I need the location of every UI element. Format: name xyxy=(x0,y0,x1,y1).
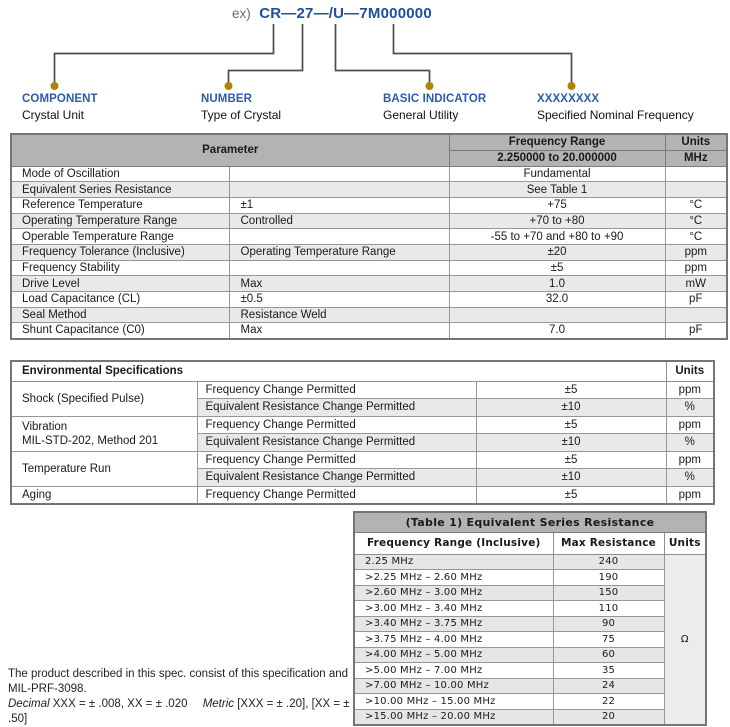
parameter-value: -55 to +70 and +80 to +90 xyxy=(449,229,665,245)
parameter-condition: Controlled xyxy=(229,213,449,229)
parameter-name: Drive Level xyxy=(11,276,229,292)
environmental-unit: % xyxy=(666,434,714,452)
parameter-value: ±20 xyxy=(449,244,665,260)
environmental-value: ±5 xyxy=(476,416,666,434)
parameter-row xyxy=(11,166,727,182)
callout-number xyxy=(201,93,281,122)
esr-row xyxy=(354,678,706,694)
environmental-value: ±10 xyxy=(476,399,666,417)
parameter-row xyxy=(11,197,727,213)
environmental-unit: ppm xyxy=(666,416,714,434)
callout-label: NUMBER xyxy=(201,93,253,105)
part-number-diagram xyxy=(0,0,730,130)
environmental-test: Frequency Change Permitted xyxy=(197,416,476,434)
parameter-value: Fundamental xyxy=(449,166,665,182)
parameter-value: 32.0 xyxy=(449,292,665,308)
environmental-value: ±10 xyxy=(476,434,666,452)
parameter-name: Equivalent Series Resistance xyxy=(11,182,229,198)
esr-max-resistance: 24 xyxy=(553,678,664,694)
esr-row xyxy=(354,663,706,679)
footnote-line-2: MIL-PRF-3098. xyxy=(8,683,87,695)
esr-frequency-range: >7.00 MHz – 10.00 MHz xyxy=(354,678,553,694)
example-prefix: ex) xyxy=(232,6,251,21)
parameter-value xyxy=(449,307,665,323)
parameter-condition: ±1 xyxy=(229,197,449,213)
environmental-unit: ppm xyxy=(666,451,714,469)
esr-max-resistance: 240 xyxy=(553,554,664,570)
parameter-name: Mode of Oscillation xyxy=(11,166,229,182)
environmental-group-name: Shock (Specified Pulse) xyxy=(11,381,197,416)
parameter-value: See Table 1 xyxy=(449,182,665,198)
decimal-label: Decimal xyxy=(8,698,50,710)
esr-frequency-range: >5.00 MHz – 7.00 MHz xyxy=(354,663,553,679)
parameter-row xyxy=(11,213,727,229)
environmental-test: Frequency Change Permitted xyxy=(197,451,476,469)
parameter-name: Load Capacitance (CL) xyxy=(11,292,229,308)
callout-dot xyxy=(225,82,233,90)
esr-frequency-range: >4.00 MHz – 5.00 MHz xyxy=(354,647,553,663)
parameter-name: Shunt Capacitance (C0) xyxy=(11,323,229,339)
part-number: CR—27—/U—7M000000 xyxy=(259,5,432,22)
esr-frequency-range: >10.00 MHz – 15.00 MHz xyxy=(354,694,553,710)
esr-row xyxy=(354,709,706,725)
parameter-table xyxy=(10,133,728,340)
parameter-row xyxy=(11,229,727,245)
parameter-condition: Max xyxy=(229,323,449,339)
frequency-range-header: Frequency Range xyxy=(449,134,665,150)
parameter-unit: ppm xyxy=(665,260,727,276)
parameter-unit: pF xyxy=(665,323,727,339)
esr-row xyxy=(354,616,706,632)
callout-basic-indicator xyxy=(383,93,486,122)
units-value: MHz xyxy=(665,150,727,166)
esr-max-resistance: 110 xyxy=(553,601,664,617)
callout-dot xyxy=(568,82,576,90)
environmental-test: Frequency Change Permitted xyxy=(197,381,476,399)
environmental-value: ±5 xyxy=(476,451,666,469)
callout-sublabel: Crystal Unit xyxy=(22,108,85,122)
environmental-test: Equivalent Resistance Change Permitted xyxy=(197,399,476,417)
parameter-condition xyxy=(229,182,449,198)
parameter-condition: Resistance Weld xyxy=(229,307,449,323)
environmental-test: Equivalent Resistance Change Permitted xyxy=(197,469,476,487)
esr-max-resistance: 190 xyxy=(553,570,664,586)
parameter-condition: Max xyxy=(229,276,449,292)
callout-sublabel: Specified Nominal Frequency xyxy=(537,108,694,122)
environmental-unit: % xyxy=(666,469,714,487)
parameter-value: +70 to +80 xyxy=(449,213,665,229)
part-number-title xyxy=(232,5,432,23)
parameter-row xyxy=(11,292,727,308)
connector-line xyxy=(55,24,274,83)
callout-frequency xyxy=(537,93,694,122)
frequency-range-value: 2.250000 to 20.000000 xyxy=(449,150,665,166)
environmental-test: Frequency Change Permitted xyxy=(197,486,476,504)
parameter-header: Parameter xyxy=(11,134,449,166)
parameter-condition: ±0.5 xyxy=(229,292,449,308)
parameter-row xyxy=(11,276,727,292)
environmental-group-name: Aging xyxy=(11,486,197,504)
environmental-test: Equivalent Resistance Change Permitted xyxy=(197,434,476,452)
parameter-row xyxy=(11,323,727,339)
parameter-row xyxy=(11,307,727,323)
esr-header-row xyxy=(354,532,706,554)
parameter-unit: ppm xyxy=(665,244,727,260)
metric-tolerance: [XXX = ± .20], [XX = ± .50] xyxy=(8,698,350,725)
esr-row xyxy=(354,570,706,586)
metric-label: Metric xyxy=(202,698,234,710)
esr-row xyxy=(354,694,706,710)
parameter-row xyxy=(11,182,727,198)
environmental-unit: % xyxy=(666,399,714,417)
callout-dot xyxy=(51,82,59,90)
parameter-condition xyxy=(229,166,449,182)
environmental-title: Environmental Specifications xyxy=(11,361,666,381)
footnote-line-1: The product described in this spec. consist of this specification and xyxy=(8,668,349,680)
environmental-row xyxy=(11,451,714,469)
parameter-row xyxy=(11,260,727,276)
environmental-unit: ppm xyxy=(666,381,714,399)
esr-frequency-range: >3.00 MHz – 3.40 MHz xyxy=(354,601,553,617)
parameter-value: ±5 xyxy=(449,260,665,276)
parameter-unit: °C xyxy=(665,213,727,229)
esr-max-resistance: 35 xyxy=(553,663,664,679)
parameter-name: Frequency Stability xyxy=(11,260,229,276)
callout-sublabel: General Utility xyxy=(383,108,459,122)
esr-frequency-range: >2.60 MHz – 3.00 MHz xyxy=(354,585,553,601)
parameter-unit: °C xyxy=(665,229,727,245)
esr-title-row xyxy=(354,512,706,532)
esr-row xyxy=(354,585,706,601)
environmental-value: ±10 xyxy=(476,469,666,487)
decimal-tolerance: XXX = ± .008, XX = ± .020 xyxy=(52,698,188,710)
esr-frequency-range: >3.75 MHz – 4.00 MHz xyxy=(354,632,553,648)
esr-resistance-header: Max Resistance xyxy=(553,532,664,554)
esr-frequency-range: >15.00 MHz – 20.00 MHz xyxy=(354,709,553,725)
parameter-condition: Operating Temperature Range xyxy=(229,244,449,260)
callout-label: COMPONENT xyxy=(22,93,98,105)
parameter-value: 1.0 xyxy=(449,276,665,292)
parameter-name: Operable Temperature Range xyxy=(11,229,229,245)
parameter-condition xyxy=(229,229,449,245)
esr-max-resistance: 60 xyxy=(553,647,664,663)
esr-max-resistance: 75 xyxy=(553,632,664,648)
esr-frequency-range: >3.40 MHz – 3.75 MHz xyxy=(354,616,553,632)
esr-unit-symbol: Ω xyxy=(664,554,706,725)
esr-frequency-range: 2.25 MHz xyxy=(354,554,553,570)
units-header: Units xyxy=(665,134,727,150)
environmental-value: ±5 xyxy=(476,381,666,399)
esr-row xyxy=(354,601,706,617)
esr-row xyxy=(354,554,706,570)
esr-units-header: Units xyxy=(664,532,706,554)
environmental-header-row xyxy=(11,361,714,381)
environmental-group-name: Temperature Run xyxy=(11,451,197,486)
parameter-unit xyxy=(665,307,727,323)
esr-max-resistance: 150 xyxy=(553,585,664,601)
parameter-table-header-row xyxy=(11,134,727,150)
callout-label: XXXXXXXX xyxy=(537,93,600,105)
parameter-unit: pF xyxy=(665,292,727,308)
connector-line xyxy=(394,24,572,83)
parameter-name: Operating Temperature Range xyxy=(11,213,229,229)
parameter-unit xyxy=(665,166,727,182)
esr-max-resistance: 22 xyxy=(553,694,664,710)
environmental-group-name: Vibration MIL-STD-202, Method 201 xyxy=(11,416,197,451)
parameter-value: +75 xyxy=(449,197,665,213)
callout-label: BASIC INDICATOR xyxy=(383,93,487,105)
parameter-value: 7.0 xyxy=(449,323,665,339)
footnote-tolerances xyxy=(8,697,360,727)
callout-sublabel: Type of Crystal xyxy=(201,108,282,122)
environmental-units-header: Units xyxy=(666,361,714,381)
footnote xyxy=(8,667,360,727)
esr-row xyxy=(354,647,706,663)
environmental-row xyxy=(11,381,714,399)
esr-row xyxy=(354,632,706,648)
parameter-name: Reference Temperature xyxy=(11,197,229,213)
esr-table-title: (Table 1) Equivalent Series Resistance xyxy=(354,512,706,532)
callout-dot xyxy=(426,82,434,90)
esr-range-header: Frequency Range (Inclusive) xyxy=(354,532,553,554)
esr-table xyxy=(353,511,707,726)
environmental-row xyxy=(11,486,714,504)
esr-max-resistance: 20 xyxy=(553,709,664,725)
parameter-unit xyxy=(665,182,727,198)
parameter-name: Seal Method xyxy=(11,307,229,323)
parameter-condition xyxy=(229,260,449,276)
callout-component xyxy=(22,93,98,122)
environmental-table xyxy=(10,360,715,505)
parameter-row xyxy=(11,244,727,260)
parameter-unit: mW xyxy=(665,276,727,292)
esr-frequency-range: >2.25 MHz – 2.60 MHz xyxy=(354,570,553,586)
esr-max-resistance: 90 xyxy=(553,616,664,632)
parameter-name: Frequency Tolerance (Inclusive) xyxy=(11,244,229,260)
environmental-value: ±5 xyxy=(476,486,666,504)
environmental-row xyxy=(11,416,714,434)
parameter-unit: °C xyxy=(665,197,727,213)
environmental-unit: ppm xyxy=(666,486,714,504)
